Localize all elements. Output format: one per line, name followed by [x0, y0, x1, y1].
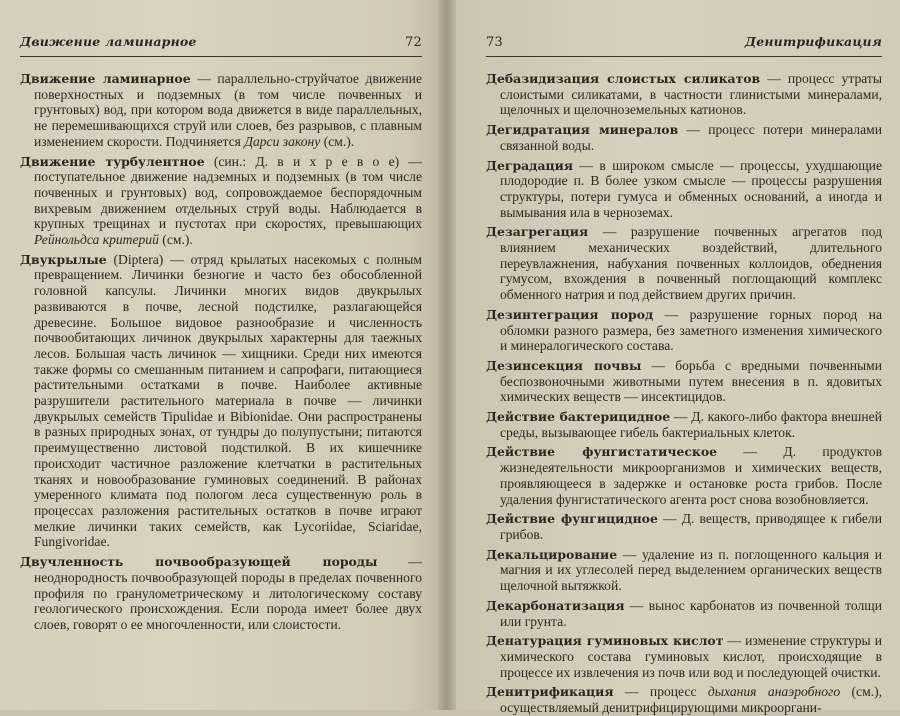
entry-tail: (см.). [158, 232, 193, 248]
entry-term: Дезинсекция почвы [486, 357, 642, 373]
entry-term: Дезинтеграция пород [486, 306, 654, 322]
dictionary-entry [486, 158, 882, 221]
dictionary-entry [486, 511, 882, 542]
entry-term: Двукрылые [20, 251, 107, 267]
entry-text: — Д. какого-либо фактора внешней среды, вызывающее гибель бактериальных клеток. [500, 409, 882, 440]
entry-term: Дегидратация минералов [486, 122, 679, 138]
entry-term: Движение турбулентное [20, 153, 205, 169]
dictionary-entry [20, 71, 422, 150]
book-gutter [438, 0, 456, 710]
entry-term: Движение ламинарное [20, 71, 191, 86]
left-entries [20, 71, 422, 633]
right-running-head [486, 34, 882, 57]
entry-text: — Д. веществ, приводящее к гибели грибов. [500, 511, 882, 542]
entry-term: Действие бактерицидное [486, 409, 671, 425]
entry-text: — вынос карбонатов из почвенной толщи или грунта. [500, 597, 882, 629]
entry-text: (син.: Д. в и х р е в о е) — поступательное движение надземных и подземных (в том числе почвенных и грунтовых) вод, сопровождаемое беспорядочным вихревым движением отдельных струй воды. Наблюдается в крупных трещинах и пустотах при скоростях, превышающих [34, 153, 422, 232]
left-page [0, 0, 440, 710]
dictionary-entry [486, 444, 882, 507]
entry-text: — процесс потери минералами связанной воды. [500, 122, 882, 153]
dictionary-entry [486, 684, 882, 715]
entry-term: Действие фунгистатическое [486, 444, 717, 460]
entry-term: Деградация [486, 157, 573, 173]
entry-cross-ref: Дарси закону [244, 133, 321, 149]
entry-term: Декарбонатизация [486, 597, 625, 613]
dictionary-entry [20, 554, 422, 633]
entry-term: Действие фунгицидное [486, 511, 658, 527]
entry-text: — разрушение горных пород на обломки разного размера, без заметного изменения химического и минералогического состава. [500, 306, 882, 354]
entry-tail: (см.). [320, 133, 355, 149]
entry-text: (Diptera) — отряд крылатых насекомых с полным превращением. Личинки безногие и часто без обособленной головной капсулы. Личинки многих видов двукрылых развиваются в почве, лесной подстилке, разлагающейся древесине. Большое видовое разнообразие и численность почвообитающих личинок двукрылых характерны для таежных лесов. Большая часть личинок — хищники. Среди них имеются также формы со смешанным питанием и сапрофаги, питающиеся растительными остатками в почве. Наиболее активные разрушители растительного материала в почве — личинки двукрылых семейств Tipulidae и Bibionidae. Они распространены в разных природных зонах, от тундры до полупустыни; питаются преимущественно листовой подстилкой. В их кишечнике происходит частичное разложение клетчатки в растительных тканях и новообразование гуминовых соединений. В районах умеренного климата под пологом леса существенную роль в процессах разложения растительных остатков в почве играют мелкие личинки таких семейств, как Lycoriidae, Sciaridae, Fungivoridae. [34, 251, 422, 550]
dictionary-entry [20, 154, 422, 248]
entry-text: — борьба с вредными почвенными беспозвоночными животными путем внесения в п. ядовитых химических веществ — инсектицидов. [500, 357, 882, 405]
dictionary-entry [486, 598, 882, 629]
entry-term: Денатурация гуминовых кислот [486, 633, 724, 649]
dictionary-entry [486, 547, 882, 594]
entry-text: — разрушение почвенных агрегатов под влиянием механических воздействий, длительного переувлажнения, набухания почвенных коллоидов, обеднения гумусом, вхождения в почвенный поглощающий комплекс обменного натрия и под действием других причин. [500, 224, 882, 303]
right-page [460, 0, 900, 716]
entry-text: — процесс [613, 684, 708, 700]
entry-text: — параллельно-струйчатое движение поверхностных и подземных (в том числе почвенных и грунтовых) вод, при котором вода движется в виде параллельных, не перемешивающихся струй или слоев, без разрывов, с плавным изменением скорости. Подчиняется [34, 71, 422, 149]
entry-text: — Д. продуктов жизнедеятельности микроорганизмов и химических веществ, проявляющееся в задержке и остановке роста грибов. После удаления фунгистатического агента рост снова возобновляется. [500, 444, 882, 507]
entry-text: — удаление из п. поглощенного кальция и магния и их углесолей перед выделением органических веществ щелочной вытяжкой. [500, 546, 882, 594]
entry-term: Денитрификация [486, 684, 614, 700]
dictionary-entry [486, 409, 882, 440]
dictionary-entry [486, 224, 882, 303]
entry-cross-ref: Рейнольдса критерий [34, 232, 159, 248]
entry-cross-ref: дыхания анаэробного [707, 684, 841, 700]
entry-term: Дезагрегация [486, 224, 589, 240]
right-running-title: Денитрификация [744, 34, 882, 49]
left-running-title: Движение ламинарное [20, 34, 197, 49]
entry-text: — процесс утраты слоистыми силикатами, в частности глинистыми минералами, щелочных и щелочноземельных катионов. [500, 71, 882, 118]
left-page-number: 72 [405, 35, 422, 50]
entry-term: Декальцирование [486, 546, 618, 562]
entry-text: — изменение структуры и химического состава гуминовых кислот, происходящие в процессе их извлечения из почв или вод и последующей очистки. [500, 633, 882, 680]
right-entries [486, 71, 882, 716]
dictionary-entry [486, 633, 882, 680]
entry-tail: (см.), осуществляемый денитрифицирующими микрооргани- [500, 684, 883, 716]
right-page-number: 73 [486, 35, 503, 50]
entry-text: — в широком смысле — процессы, ухудшающие плодородие п. В более узком смысле — процессы разрушения структуры, потери гумуса и обменных оснований, а иногда и вымывания ила в черноземах. [500, 157, 882, 220]
dictionary-entry [486, 358, 882, 405]
dictionary-entry [20, 252, 422, 550]
dictionary-entry [486, 122, 882, 153]
entry-text: — неоднородность почвообразующей породы в пределах почвенного профиля по гранулометрическому и литологическому составу геологического происхождения. Если порода имеет более двух слоев, говорят о ее многочленности, или слоистости. [34, 554, 423, 632]
entry-term: Дебазидизация слоистых силикатов [486, 71, 761, 86]
dictionary-entry [486, 307, 882, 354]
left-running-head [20, 34, 422, 57]
dictionary-entry [486, 71, 882, 118]
entry-term: Двучленность почвообразующей породы [20, 554, 378, 570]
